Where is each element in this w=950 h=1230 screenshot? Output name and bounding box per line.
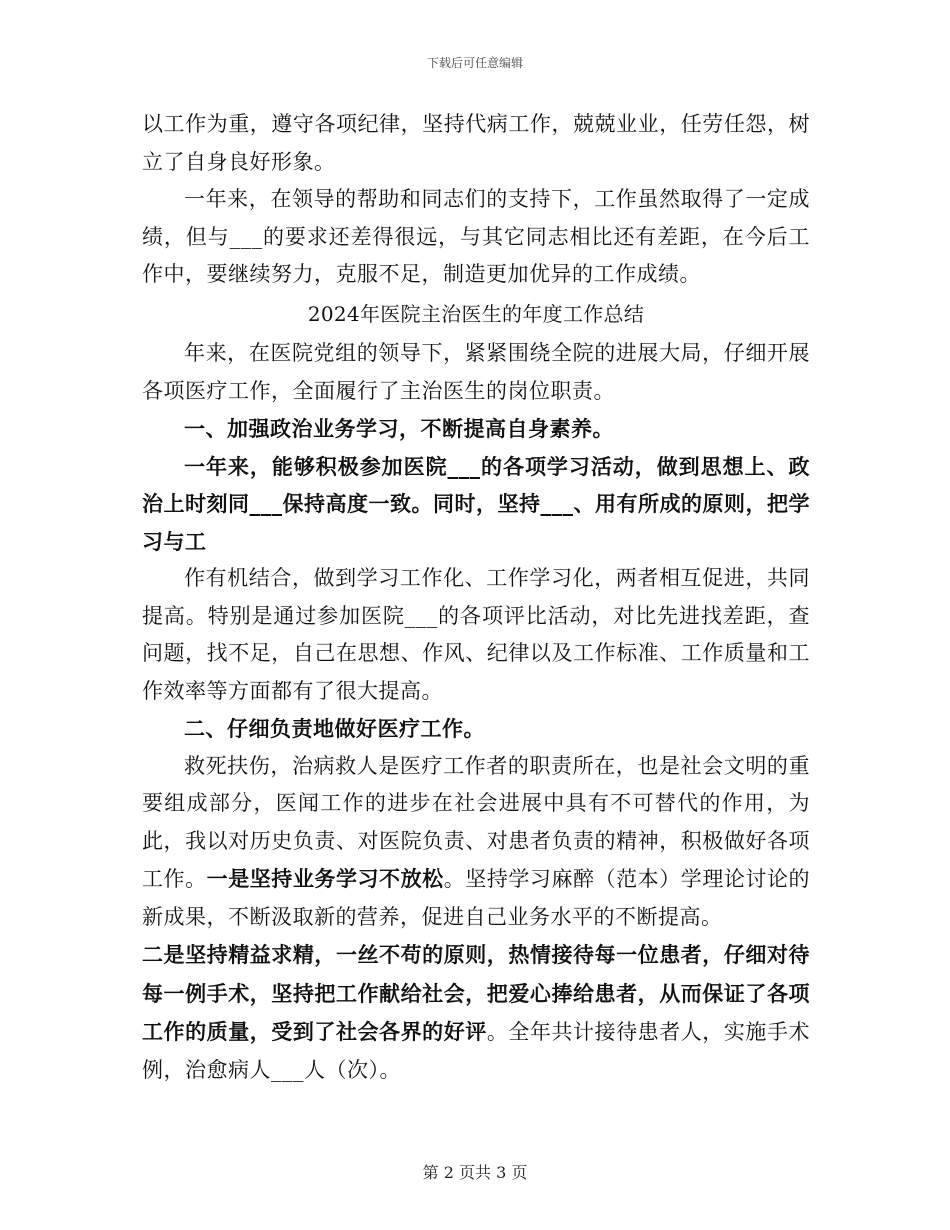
paragraph-4-text: 救死扶伤，治病救人是医疗工作者的职责所在，也是社会文明的重要组成部分，医闻工作的进步在社会进展中具有不可替代的作用，为此，我以对历史负责、对医院负责、对患者负责的精神，积极做好各项工作。 xyxy=(142,753,810,891)
paragraph-2: 一年来，在领导的帮助和同志们的支持下，工作虽然取得了一定成绩，但与___的要求还差得很远，与其它同志相比还有差距，在今后工作中，要继续努力，克服不足，制造更加优异的工作成绩。 xyxy=(142,187,810,286)
paragraph-5 xyxy=(142,936,810,1089)
paragraph-4-tail: 。坚持学习麻醉（范本）学理论讨论的新成果，不断汲取新的营养，促进自己业务水平的不断提高。 xyxy=(142,867,811,929)
document-body xyxy=(142,106,810,1089)
paragraph-intro: 年来，在医院党组的领导下，紧紧围绕全院的进展大局，仔细开展各项医疗工作，全面履行了主治医生的岗位职责。 xyxy=(142,341,810,403)
paragraph-1: 以工作为重，遵守各项纪律，坚持代病工作，兢兢业业，任劳任怨，树立了自身良好形象。 xyxy=(142,112,810,174)
paragraph-bold-1: 一年来，能够积极参加医院___的各项学习活动，做到思想上、政治上时刻同___保持高度一致。同时，坚持___、用有所成的原则，把学习与工 xyxy=(142,453,810,554)
paragraph-5-tail: 。全年共计接待患者人，实施手术例，治愈病人___人（次）。 xyxy=(142,1020,811,1082)
section-heading-1: 一、加强政治业务学习，不断提高自身素养。 xyxy=(184,416,614,441)
document-title: 2024年医院主治医生的年度工作总结 xyxy=(307,301,645,326)
paragraph-3: 作有机结合，做到学习工作化、工作学习化，两者相互促进，共同提高。特别是通过参加医院___的各项评比活动，对比先进找差距，查问题，找不足，自己在思想、作风、纪律以及工作标准、工作质量和工作效率等方面都有了很大提高。 xyxy=(142,566,810,703)
paragraph-5-bold: 二是坚持精益求精，一丝不苟的原则，热情接待每一位患者，仔细对待每一例手术，坚持把工作献给社会，把爱心捧给患者，从而保证了各项工作的质量，受到了社会各界的好评 xyxy=(142,942,810,1044)
page-footer: 第 2 页共 3 页 xyxy=(422,1163,528,1182)
section-heading-2: 二、仔细负责地做好医疗工作。 xyxy=(184,716,485,741)
paragraph-4 xyxy=(142,748,810,937)
page-header: 下载后可任意编辑 xyxy=(426,56,523,70)
paragraph-4-bold: 一是坚持业务学习不放松 xyxy=(206,866,444,891)
